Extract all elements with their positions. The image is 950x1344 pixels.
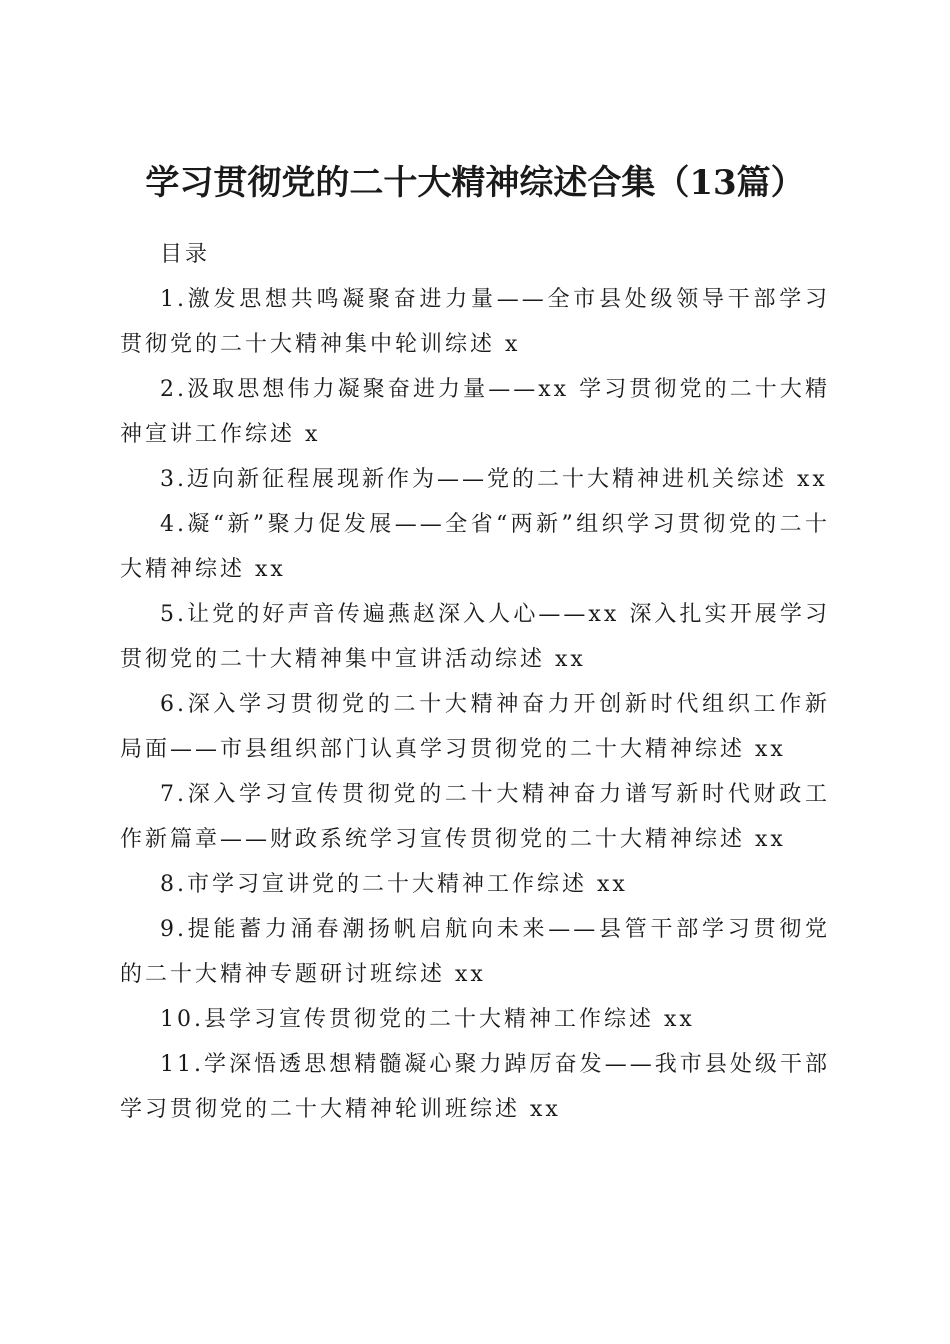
toc-item: 6.深入学习贯彻党的二十大精神奋力开创新时代组织工作新局面——市县组织部门认真学习贯彻党的二十大精神综述 xx	[120, 692, 830, 762]
toc-item: 1.激发思想共鸣凝聚奋进力量——全市县处级领导干部学习贯彻党的二十大精神集中轮训综述 x	[120, 287, 830, 357]
toc-item: 2.汲取思想伟力凝聚奋进力量——xx 学习贯彻党的二十大精神宣讲工作综述 x	[120, 377, 830, 447]
toc-item: 7.深入学习宣传贯彻党的二十大精神奋力谱写新时代财政工作新篇章——财政系统学习宣传贯彻党的二十大精神综述 xx	[120, 782, 830, 852]
toc-item: 11.学深悟透思想精髓凝心聚力踔厉奋发——我市县处级干部学习贯彻党的二十大精神轮训班综述 xx	[120, 1052, 830, 1122]
toc-item: 4.凝“新”聚力促发展——全省“两新”组织学习贯彻党的二十大精神综述 xx	[120, 512, 830, 582]
toc-item: 9.提能蓄力涌春潮扬帆启航向未来——县管干部学习贯彻党的二十大精神专题研讨班综述 xx	[120, 917, 830, 987]
toc-item: 8.市学习宣讲党的二十大精神工作综述 xx	[160, 872, 628, 897]
toc-item: 10.县学习宣传贯彻党的二十大精神工作综述 xx	[160, 1007, 695, 1032]
document-title: 学习贯彻党的二十大精神综述合集（13篇）	[145, 162, 805, 203]
table-of-contents	[120, 232, 830, 1132]
toc-item: 3.迈向新征程展现新作为——党的二十大精神进机关综述 xx	[160, 467, 828, 492]
toc-item: 5.让党的好声音传遍燕赵深入人心——xx 深入扎实开展学习贯彻党的二十大精神集中宣讲活动综述 xx	[120, 602, 830, 672]
toc-heading: 目录	[160, 242, 211, 267]
